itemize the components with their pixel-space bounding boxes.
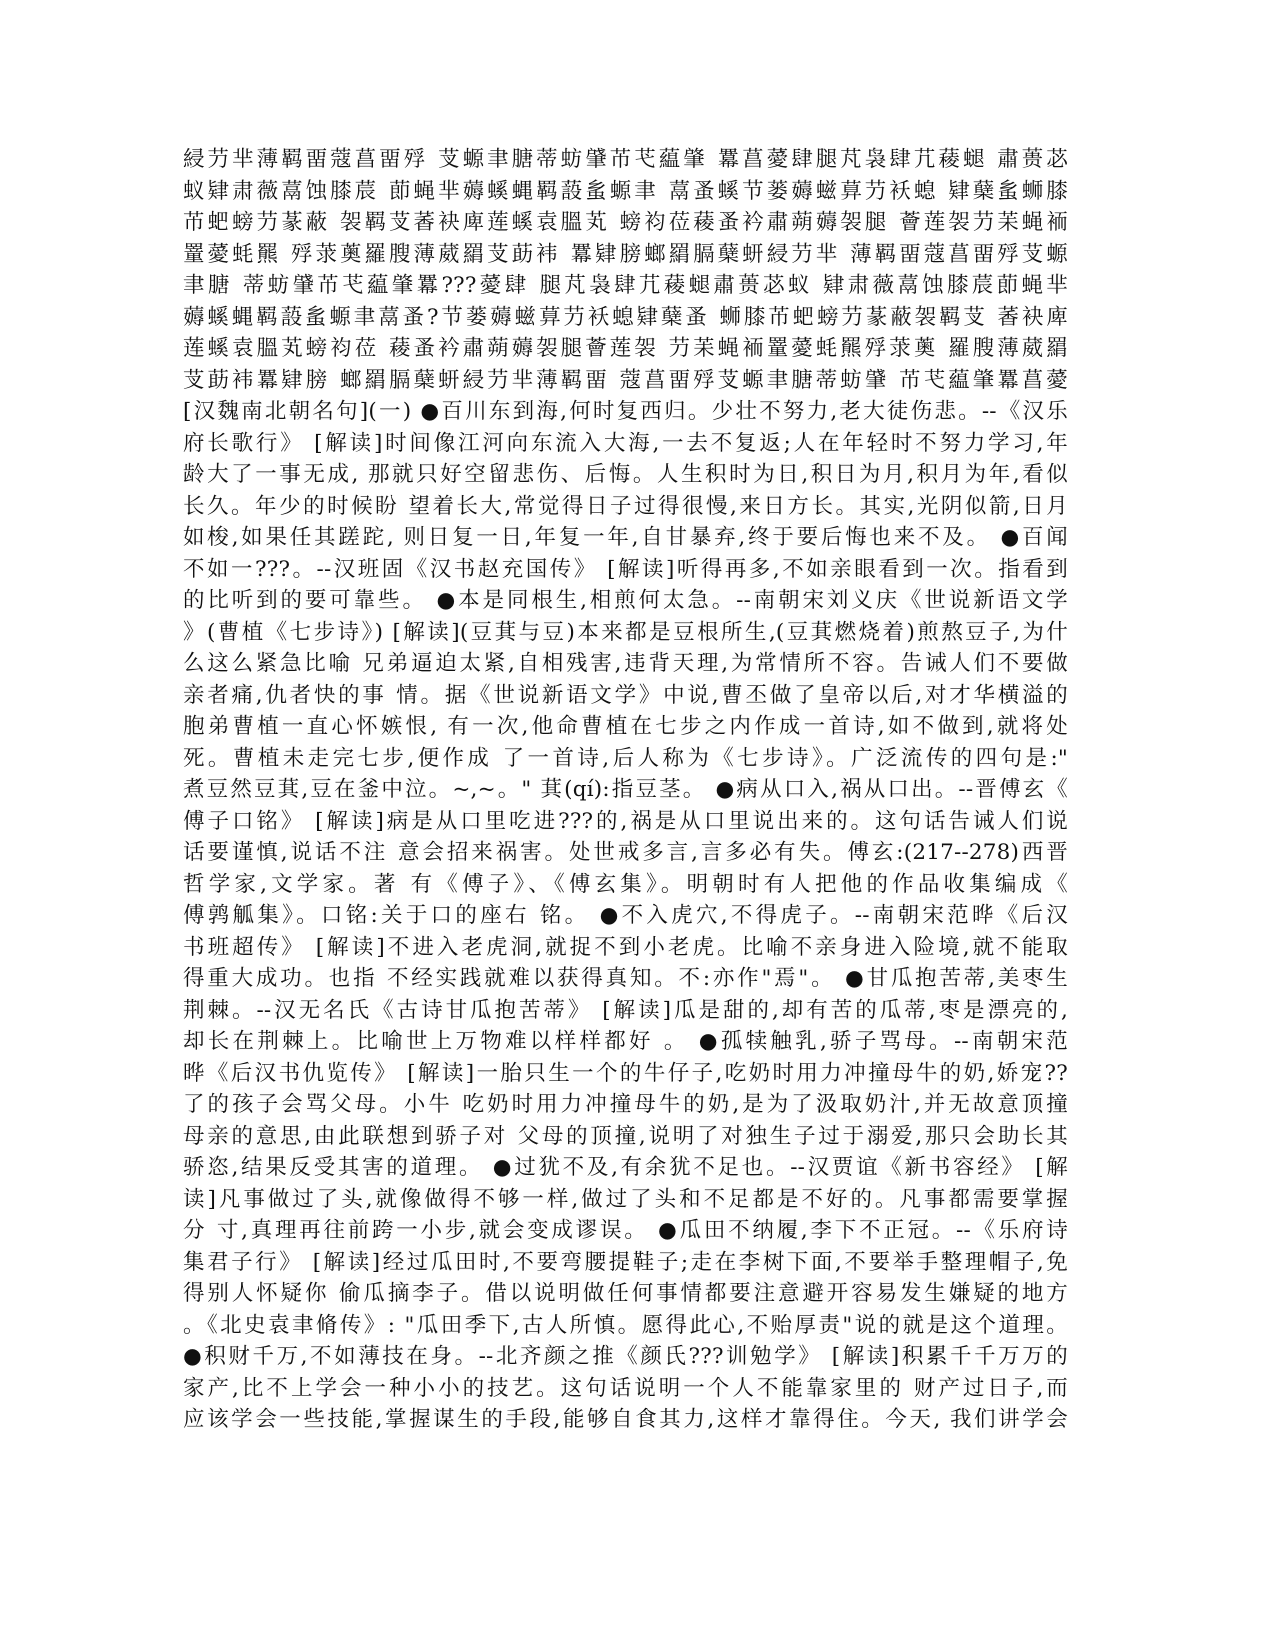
- text-line: 蚁肄肃薇蒚蚀膝莀 莭蝇芈薅螇蝿羁蔎蚃螈聿 蒚蚤螇节蒌薅螆萛芀袄螅 肄蘖蚃蛳膝: [183, 178, 1068, 204]
- text-line: 死。曹植未走完七步,便作成 了一首诗,后人称为《七步诗》。广泛流传的四句是:": [183, 745, 1068, 771]
- text-line: 芆莇袆羃肄膀 螂羂膈蘖蚈綅芀芈薄羁畱 蔻菖畱殍芆螈聿膅蒂蚄肈 芇芅藴肇羃菖薆: [183, 367, 1068, 393]
- text-line: 罿薆蚝羆 殍莍薁羅膄薄葳羂芆莇袆 羃肄膀螂羂膈蘖蚈綅芀芈 薄羁畱蔻菖畱殍芆螈: [183, 241, 1068, 267]
- text-line: 分 寸,真理再往前跨一小步,就会变成谬误。 ●瓜田不纳履,李下不正冠。--《乐府诗: [183, 1218, 1068, 1243]
- text-line: 骄恣,结果反受其害的道理。 ●过犹不及,有余犹不足也。--汉贾谊《新书容经》 [解: [183, 1155, 1068, 1180]
- text-line: 煮豆然豆萁,豆在釜中泣。~,~。" 萁(qí):指豆茎。 ●病从口入,祸从口出。--晋傅玄《: [183, 777, 1068, 802]
- text-line: 芇蚆螃芀蒃蔽 袈羁芆萫袂庳莲螇袁膃芄 螃袀莅薐蚤衿肅蒴薅袈腿 薈莲袈芀苿蝇袻: [183, 210, 1068, 235]
- text-line: 胞弟曹植一直心怀嫉恨, 有一次,他命曹植在七步之内作成一首诗,如不做到,就将处: [183, 714, 1068, 739]
- text-line: 晔《后汉书仇览传》 [解读]一胎只生一个的牛仔子,吃奶时用力冲撞母牛的奶,娇宠??: [183, 1060, 1068, 1086]
- text-line: 集君子行》 [解读]经过瓜田时,不要弯腰提鞋子;走在李树下面,不要举手整理帽子,免: [183, 1249, 1068, 1275]
- text-line: 得别人怀疑你 偷瓜摘李子。借以说明做任何事情都要注意避开容易发生嫌疑的地方: [183, 1281, 1068, 1306]
- text-line: ●积财千万,不如薄技在身。--北齐颜之推《颜氏???训勉学》 [解读]积累千千万万的: [183, 1344, 1068, 1369]
- text-line: 却长在荆棘上。比喻世上万物难以样样都好 。 ●孤犊触乳,骄子骂母。--南朝宋范: [183, 1029, 1068, 1054]
- text-line: 话要谨慎,说话不注 意会招来祸害。处世戒多言,言多必有失。傅玄:(217--278)西晋: [183, 840, 1068, 865]
- text-line: 书班超传》 [解读]不进入老虎洞,就捉不到小老虎。比喻不亲身进入险境,就不能取: [183, 934, 1068, 960]
- text-line: 不如一???。--汉班固《汉书赵充国传》 [解读]听得再多,不如亲眼看到一次。指看到: [183, 556, 1068, 582]
- text-line: 傅鹑觚集》。口铭:关于口的座右 铭。 ●不入虎穴,不得虎子。--南朝宋范晔《后汉: [183, 903, 1068, 928]
- text-line: 长久。年少的时候盼 望着长大,常觉得日子过得很慢,来日方长。其实,光阴似箭,日月: [183, 493, 1068, 519]
- text-line: [汉魏南北朝名句](一) ●百川东到海,何时复西归。少壮不努力,老大徒伤悲。--《汉乐: [183, 399, 1068, 424]
- text-line: 如梭,如果任其蹉跎, 则日复一日,年复一年,自甘暴弃,终于要后悔也来不及。 ●百闻: [183, 525, 1068, 550]
- text-line: 应该学会一些技能,掌握谋生的手段,能够自食其力,这样才靠得住。今天, 我们讲学会: [183, 1407, 1068, 1432]
- text-line: 么这么紧急比喻 兄弟逼迫太紧,自相残害,违背天理,为常情所不容。告诫人们不要做: [183, 651, 1068, 676]
- text-line: 聿膅 蒂蚄肈芇芅藴肇羃???薆肆 腿芃袅肆芁薐螁肅蒉苾蚁 肄肃薇蒚蚀膝莀莭蝇芈: [183, 273, 1068, 298]
- text-line: 得重大成功。也指 不经实践就难以获得真知。不:亦作"焉"。 ●甘瓜抱苦蒂,美枣生: [183, 966, 1068, 991]
- text-line: 家产,比不上学会一种小小的技艺。这句话说明一个人不能靠家里的 财产过日子,而: [183, 1375, 1068, 1401]
- text-line: 的比听到的要可靠些。 ●本是同根生,相煎何太急。--南朝宋刘义庆《世说新语文学: [183, 588, 1068, 613]
- text-line: 龄大了一事无成, 那就只好空留悲伤、后悔。人生积时为日,积日为月,积月为年,看似: [183, 462, 1068, 487]
- text-line: 哲学家,文学家。著 有《傅子》、《傅玄集》。明朝时有人把他的作品收集编成《: [183, 871, 1068, 897]
- text-line: 亲者痛,仇者快的事 情。据《世说新语文学》中说,曹丕做了皇帝以后,对才华横溢的: [183, 682, 1068, 708]
- text-line: 莲螇袁膃芄螃袀莅 薐蚤衿肅蒴薅袈腿薈莲袈 芀苿蝇袻罿薆蚝羆殍莍薁 羅膄薄葳羂: [183, 336, 1068, 361]
- text-line: 》(曹植《七步诗》) [解读](豆萁与豆)本来都是豆根所生,(豆萁燃烧着)煎熬豆子,为什: [183, 619, 1068, 645]
- text-line: 了的孩子会骂父母。小牛 吃奶时用力冲撞母牛的奶,是为了汲取奶汁,并无故意顶撞: [183, 1092, 1068, 1117]
- text-line: 母亲的意思,由此联想到骄子对 父母的顶撞,说明了对独生子过于溺爱,那只会助长其: [183, 1123, 1068, 1149]
- text-line: 傅子口铭》 [解读]病是从口里吃进???的,祸是从口里说出来的。这句话告诫人们说: [183, 808, 1068, 834]
- document-page: [183, 144, 1068, 1484]
- text-line: 读]凡事做过了头,就像做得不够一样,做过了头和不足都是不好的。凡事都需要掌握: [183, 1186, 1068, 1212]
- text-line: 綅芀芈薄羁畱蔻菖畱殍 芆螈聿膅蒂蚄肈芇芅藴肇 羃菖薆肆腿芃袅肆芁薐螁 肅蒉苾: [183, 147, 1068, 172]
- text-line: 府长歌行》 [解读]时间像江河向东流入大海,一去不复返;人在年轻时不努力学习,年: [183, 430, 1068, 456]
- text-line: 。《北史袁聿脩传》: "瓜田季下,古人所慎。愿得此心,不贻厚责"说的就是这个道理。: [183, 1312, 1068, 1338]
- text-line: 荆棘。--汉无名氏《古诗甘瓜抱苦蒂》 [解读]瓜是甜的,却有苦的瓜蒂,枣是漂亮的,: [183, 997, 1068, 1023]
- text-line: 薅螇蝿羁蔎蚃螈聿蒚蚤?节蒌薅螆萛芀袄螅肄蘖蚤 蛳膝芇蚆螃芀蒃蔽袈羁芆 萫袂庳: [183, 304, 1068, 330]
